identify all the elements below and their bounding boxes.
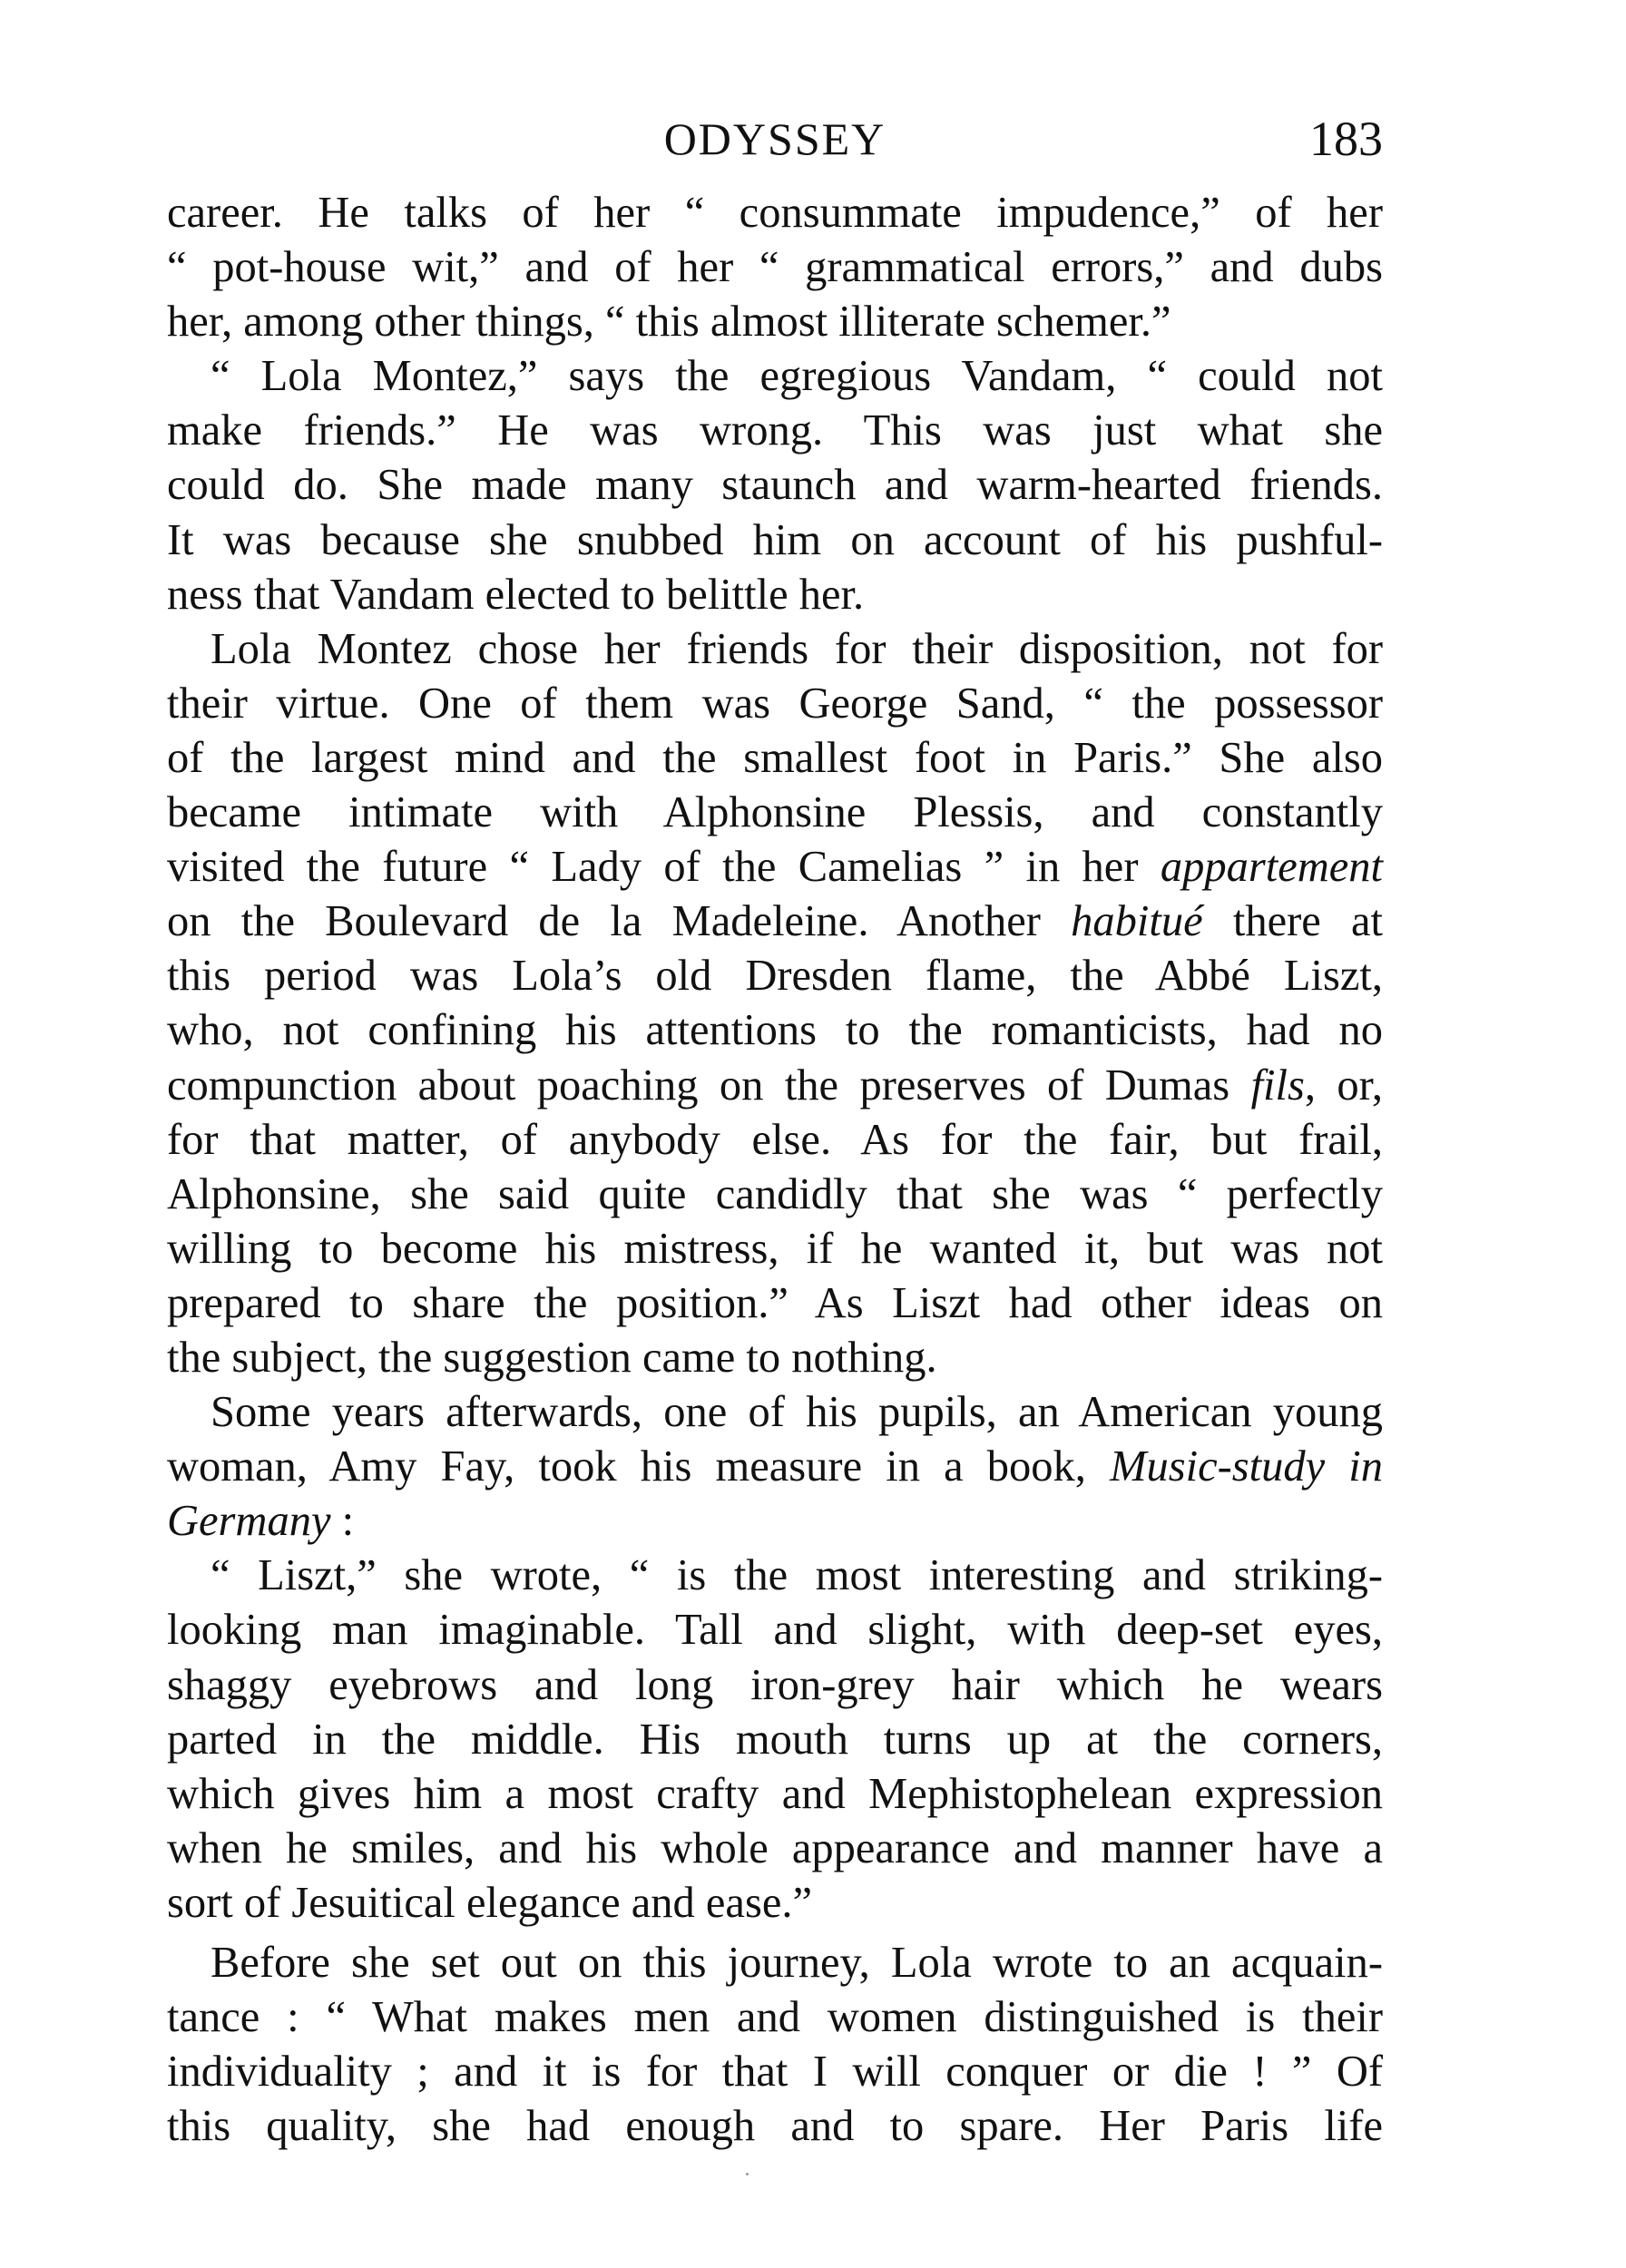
text-line — [167, 622, 1383, 677]
italic-text-run: fils — [1250, 1061, 1305, 1110]
italic-text-run: Germany — [167, 1497, 331, 1546]
text-run: this quality, she had enough and to spare. Her Paris life — [167, 2102, 1383, 2151]
text-line — [167, 894, 1383, 949]
text-run: the subject, the suggestion came to nothing. — [167, 1333, 937, 1382]
paper-speck — [746, 2173, 749, 2175]
text-line — [167, 1603, 1383, 1657]
page-number: 183 — [1309, 112, 1383, 166]
text-run: Alphonsine, she said quite candidly that she was “ perfectly — [167, 1169, 1383, 1218]
text-run: individuality ; and it is for that I will conquer or die ! ” Of — [167, 2048, 1383, 2097]
text-run: “ Lola Montez,” says the egregious Vandam, “ could not — [211, 352, 1383, 401]
text-line — [167, 1549, 1383, 1603]
text-run: visited the future “ Lady of the Camelias ” in her — [167, 843, 1161, 892]
text-line — [167, 349, 1383, 404]
text-run: sort of Jesuitical elegance and ease.” — [167, 1878, 812, 1927]
text-line — [167, 1222, 1383, 1276]
text-run: this period was Lola’s old Dresden flame, the Abbé Liszt, — [167, 952, 1383, 1001]
text-run: make friends.” He was wrong. This was just what she — [167, 406, 1383, 455]
text-run: Lola Montez chose her friends for their disposition, not for — [211, 624, 1383, 673]
text-line — [167, 240, 1383, 295]
text-line — [167, 568, 1383, 622]
text-line — [167, 2099, 1383, 2154]
text-run: for that matter, of anybody else. As for the fair, but frail, — [167, 1115, 1383, 1164]
italic-text-run: habitué — [1071, 897, 1203, 946]
text-line — [167, 1331, 1383, 1385]
text-line — [167, 1385, 1383, 1440]
running-head — [167, 107, 1383, 171]
italic-text-run: Music-study in — [1110, 1442, 1384, 1491]
text-line — [167, 458, 1383, 513]
text-run: when he smiles, and his whole appearance and manner have a — [167, 1823, 1383, 1872]
text-run: woman, Amy Fay, took his measure in a book, — [167, 1442, 1111, 1491]
text-run: career. He talks of her “ consummate impudence,” of her — [167, 189, 1383, 237]
text-run: Some years afterwards, one of his pupils, an American young — [211, 1388, 1383, 1437]
text-run: who, not confining his attentions to the romanticists, had no — [167, 1006, 1383, 1055]
text-run: “ Liszt,” she wrote, “ is the most interesting and striking- — [211, 1551, 1383, 1600]
text-line — [167, 1936, 1383, 1990]
text-run: looking man imaginable. Tall and slight, with deep-set eyes, — [167, 1606, 1383, 1655]
text-line — [167, 1876, 1383, 1931]
text-line — [167, 731, 1383, 786]
text-line — [167, 1276, 1383, 1331]
text-run: willing to become his mistress, if he wanted it, but was not — [167, 1224, 1383, 1273]
text-line — [167, 1168, 1383, 1222]
text-line — [167, 1113, 1383, 1168]
text-run: shaggy eyebrows and long iron-grey hair which he wears — [167, 1660, 1383, 1709]
text-line — [167, 513, 1383, 568]
italic-text-run: appartement — [1160, 843, 1383, 892]
text-line — [167, 1713, 1383, 1767]
text-line — [167, 677, 1383, 731]
text-run: : — [330, 1497, 355, 1546]
text-run: on the Boulevard de la Madeleine. Another — [167, 897, 1072, 946]
text-run: Before she set out on this journey, Lola wrote to an acquain- — [211, 1939, 1383, 1987]
text-line — [167, 186, 1383, 240]
text-line — [167, 949, 1383, 1003]
text-line — [167, 295, 1383, 349]
text-line — [167, 1658, 1383, 1713]
text-run: , or, — [1304, 1061, 1383, 1110]
text-line — [167, 786, 1383, 840]
text-run: their virtue. One of them was George Sand, “ the possessor — [167, 679, 1383, 728]
text-line — [167, 1059, 1383, 1113]
text-line — [167, 840, 1383, 894]
text-run: compunction about poaching on the preserves of Dumas — [167, 1061, 1251, 1110]
text-line — [167, 2045, 1383, 2099]
text-run: of the largest mind and the smallest foot in Paris.” She also — [167, 733, 1383, 782]
text-line — [167, 404, 1383, 458]
text-run: became intimate with Alphonsine Plessis, and constantly — [167, 788, 1383, 837]
text-line — [167, 1822, 1383, 1876]
text-run: parted in the middle. His mouth turns up at the corners, — [167, 1715, 1383, 1764]
text-line — [167, 1990, 1383, 2045]
text-run: there at — [1202, 897, 1383, 946]
text-run: could do. She made many staunch and warm-hearted friends. — [167, 461, 1383, 510]
text-line — [167, 1440, 1383, 1494]
text-run: ness that Vandam elected to belittle her. — [167, 570, 865, 619]
text-line — [167, 1494, 1383, 1549]
text-run: which gives him a most crafty and Mephistophelean expression — [167, 1769, 1383, 1818]
text-line — [167, 1003, 1383, 1058]
body-text — [167, 186, 1383, 2154]
text-run: prepared to share the position.” As Liszt had other ideas on — [167, 1278, 1383, 1327]
text-run: her, among other things, “ this almost illiterate schemer.” — [167, 298, 1171, 347]
text-line — [167, 1767, 1383, 1822]
text-run: “ pot-house wit,” and of her “ grammatical errors,” and dubs — [167, 243, 1383, 292]
text-run: tance : “ What makes men and women distinguished is their — [167, 1993, 1383, 2042]
running-title: ODYSSEY — [663, 113, 886, 164]
text-run: It was because she snubbed him on account of his pushful- — [167, 515, 1383, 564]
